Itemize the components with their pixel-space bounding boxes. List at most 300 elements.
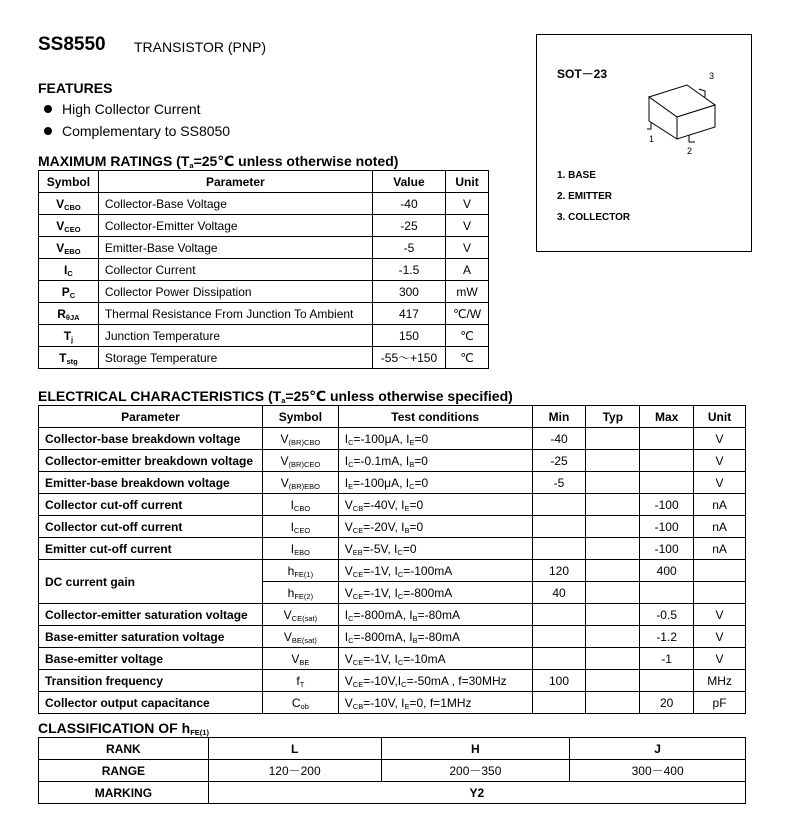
unit-cell: V <box>446 193 489 215</box>
parameter-cell: Collector-emitter breakdown voltage <box>39 450 263 472</box>
text: =0 <box>414 475 429 490</box>
typ-cell <box>586 516 640 538</box>
symbol-cell <box>262 450 338 472</box>
text: =-10V,I <box>363 673 402 688</box>
table-row <box>39 516 746 538</box>
text: I <box>344 431 349 446</box>
table-row <box>39 215 489 237</box>
column-header: Unit <box>694 406 746 428</box>
value-cell: -1.5 <box>372 259 445 281</box>
symbol-cell <box>262 494 338 516</box>
typ-cell <box>586 670 640 692</box>
text: V <box>283 607 292 622</box>
subscript: CE <box>352 525 364 535</box>
symbol-cell <box>39 325 99 347</box>
min-cell <box>532 516 586 538</box>
value-cell: -25 <box>372 215 445 237</box>
text: I <box>344 607 349 622</box>
unit-cell: A <box>446 259 489 281</box>
typ-cell <box>586 604 640 626</box>
table-row <box>39 347 489 369</box>
max-ratings-table <box>38 170 489 369</box>
range-cell: 300－400 <box>570 760 746 782</box>
value-cell: -40 <box>372 193 445 215</box>
parameter-cell: Base-emitter saturation voltage <box>39 626 263 648</box>
min-cell <box>532 494 586 516</box>
symbol-text: V <box>56 218 65 233</box>
rank-cell: L <box>208 738 381 760</box>
package-box <box>536 34 752 252</box>
column-header: Value <box>372 171 445 193</box>
text: =-1V, I <box>363 585 398 600</box>
unit-cell: nA <box>694 538 746 560</box>
condition-cell <box>338 670 532 692</box>
typ-cell <box>586 582 640 604</box>
unit-cell <box>694 582 746 604</box>
max-cell <box>640 670 694 692</box>
min-cell <box>532 692 586 714</box>
typ-cell <box>586 472 640 494</box>
symbol-subscript: CBO <box>64 202 81 212</box>
text: V <box>283 629 292 644</box>
value-cell: 417 <box>372 303 445 325</box>
unit-cell <box>694 560 746 582</box>
parameter-cell: Junction Temperature <box>98 325 372 347</box>
symbol-cell <box>39 259 99 281</box>
table-row <box>39 428 746 450</box>
classification-heading <box>38 720 209 736</box>
text: =0 <box>409 519 424 534</box>
text: =-80mA <box>417 629 460 644</box>
classification-table <box>38 737 746 804</box>
heading-sub: a <box>281 396 286 405</box>
subscript: CEO <box>293 525 311 535</box>
table-row <box>39 259 489 281</box>
parameter-cell: Collector-Emitter Voltage <box>98 215 372 237</box>
typ-cell <box>586 494 640 516</box>
range-cell: 120－200 <box>208 760 381 782</box>
symbol-subscript: EBO <box>64 246 81 256</box>
max-cell: -100 <box>640 494 694 516</box>
condition-cell <box>338 450 532 472</box>
max-cell: -100 <box>640 538 694 560</box>
subscript: (BR)CBO <box>288 437 321 447</box>
subscript: CB <box>352 701 364 711</box>
text: f <box>296 673 300 688</box>
text: =0 <box>414 431 429 446</box>
max-cell <box>640 472 694 494</box>
text: =-100μA, I <box>353 475 410 490</box>
text: V <box>344 541 353 556</box>
unit-cell: V <box>446 215 489 237</box>
subscript: C <box>409 481 415 491</box>
text: =0 <box>402 541 417 556</box>
min-cell: 120 <box>532 560 586 582</box>
parameter-cell: Transition frequency <box>39 670 263 692</box>
heading-text: MAXIMUM RATINGS (T <box>38 153 190 169</box>
min-cell <box>532 648 586 670</box>
feature-item <box>44 101 201 117</box>
unit-cell: V <box>694 450 746 472</box>
subscript: ob <box>300 701 309 711</box>
heading-text: =25℃ unless otherwise specified) <box>285 388 513 404</box>
subscript: EB <box>352 547 363 557</box>
column-header: Parameter <box>39 406 263 428</box>
symbol-text: V <box>56 196 65 211</box>
subscript: FE(1) <box>294 569 314 579</box>
subscript: C <box>397 569 404 579</box>
package-name: SOT－23 <box>557 67 608 81</box>
row-label: RANK <box>39 738 209 760</box>
pin-description: 2. EMITTER <box>557 191 613 202</box>
symbol-cell <box>262 516 338 538</box>
subscript: C <box>397 547 403 557</box>
parameter-cell: Collector Current <box>98 259 372 281</box>
parameter-cell: Base-emitter voltage <box>39 648 263 670</box>
unit-cell: pF <box>694 692 746 714</box>
max-cell: -1.2 <box>640 626 694 648</box>
symbol-cell <box>262 428 338 450</box>
subscript: CE <box>352 679 364 689</box>
unit-cell: ℃ <box>446 325 489 347</box>
pin-2-label: 2 <box>687 146 693 156</box>
value-cell: 300 <box>372 281 445 303</box>
heading-sub: a <box>189 161 194 170</box>
condition-cell <box>338 604 532 626</box>
symbol-cell <box>262 692 338 714</box>
unit-cell: nA <box>694 516 746 538</box>
min-cell: -25 <box>532 450 586 472</box>
symbol-text: R <box>57 306 66 321</box>
heading-text: CLASSIFICATION OF h <box>38 720 191 736</box>
subscript: CB <box>352 503 364 513</box>
text: V <box>280 475 289 490</box>
subscript: E <box>348 481 354 491</box>
unit-cell: V <box>694 472 746 494</box>
text: I <box>344 475 349 490</box>
parameter-cell: Collector-base breakdown voltage <box>39 428 263 450</box>
text: =-0.1mA, I <box>353 453 410 468</box>
table-row <box>39 738 746 760</box>
typ-cell <box>586 450 640 472</box>
unit-cell: MHz <box>694 670 746 692</box>
text: V <box>291 651 300 666</box>
subscript: EBO <box>294 547 310 557</box>
subscript: FE(2) <box>294 591 314 601</box>
condition-cell <box>338 538 532 560</box>
table-row <box>39 648 746 670</box>
subscript: B <box>412 635 418 645</box>
text: V <box>344 519 353 534</box>
text: =-800mA <box>403 585 453 600</box>
table-row <box>39 281 489 303</box>
symbol-cell <box>39 347 99 369</box>
text: V <box>280 453 289 468</box>
typ-cell <box>586 626 640 648</box>
condition-cell <box>338 494 532 516</box>
typ-cell <box>586 692 640 714</box>
symbol-cell <box>262 538 338 560</box>
subscript: C <box>348 437 354 447</box>
subscript: (BR)EBO <box>288 481 321 491</box>
symbol-text: P <box>61 284 70 299</box>
text: I <box>290 519 294 534</box>
subscript: CE <box>352 569 364 579</box>
min-cell <box>532 604 586 626</box>
symbol-cell <box>262 604 338 626</box>
subscript: CE(sat) <box>291 613 318 623</box>
column-header: Test conditions <box>338 406 532 428</box>
table-header-row <box>39 406 746 428</box>
subscript: E <box>404 503 410 513</box>
part-description: TRANSISTOR (PNP) <box>134 39 266 55</box>
table-row <box>39 237 489 259</box>
symbol-cell <box>39 303 99 325</box>
text: =0 <box>414 453 428 468</box>
range-cell: 200－350 <box>381 760 570 782</box>
text: =-10V, I <box>363 695 405 710</box>
rank-cell: J <box>570 738 746 760</box>
subscript: (BR)CEO <box>288 459 321 469</box>
column-header: Min <box>532 406 586 428</box>
subscript: C <box>397 657 404 667</box>
subscript: CBO <box>293 503 311 513</box>
sot23-package-icon <box>637 67 737 157</box>
text: I <box>344 453 349 468</box>
pin-1-label: 1 <box>649 134 655 144</box>
symbol-text: I <box>64 262 68 277</box>
text: h <box>287 585 295 600</box>
table-row <box>39 760 746 782</box>
symbol-subscript: j <box>71 334 74 344</box>
subscript: BE <box>299 657 310 667</box>
text: I <box>290 541 295 556</box>
electrical-characteristics-table <box>38 405 746 714</box>
symbol-subscript: CEO <box>64 224 81 234</box>
text: I <box>290 497 294 512</box>
max-ratings-heading <box>38 153 398 170</box>
text: =-800mA, I <box>353 629 413 644</box>
text: =-1V, I <box>363 563 398 578</box>
text: =0 <box>409 497 424 512</box>
symbol-text: T <box>63 328 72 343</box>
pin-description: 1. BASE <box>557 170 596 181</box>
symbol-subscript: θJA <box>65 312 80 322</box>
table-row <box>39 604 746 626</box>
unit-cell: ℃ <box>446 347 489 369</box>
max-cell <box>640 450 694 472</box>
max-cell: -0.5 <box>640 604 694 626</box>
parameter-cell: Collector cut-off current <box>39 516 263 538</box>
text: =-40V, I <box>363 497 405 512</box>
text: I <box>344 629 349 644</box>
unit-cell: V <box>694 648 746 670</box>
condition-cell <box>338 560 532 582</box>
max-cell: -100 <box>640 516 694 538</box>
part-number: SS8550 <box>38 34 106 55</box>
symbol-cell <box>262 472 338 494</box>
unit-cell: nA <box>694 494 746 516</box>
unit-cell: V <box>446 237 489 259</box>
table-row <box>39 538 746 560</box>
text: V <box>280 431 289 446</box>
table-row <box>39 494 746 516</box>
table-row <box>39 303 489 325</box>
text: V <box>344 563 353 578</box>
unit-cell: V <box>694 626 746 648</box>
symbol-cell <box>39 281 99 303</box>
symbol-subscript: stg <box>66 356 78 366</box>
min-cell: 40 <box>532 582 586 604</box>
row-label: MARKING <box>39 782 209 804</box>
condition-cell <box>338 516 532 538</box>
text: V <box>344 673 353 688</box>
symbol-text: T <box>59 350 67 365</box>
bullet-icon <box>44 105 52 113</box>
condition-cell <box>338 582 532 604</box>
text: =-5V, I <box>362 541 398 556</box>
electrical-heading <box>38 388 513 405</box>
column-header: Unit <box>446 171 489 193</box>
max-cell: -1 <box>640 648 694 670</box>
table-row <box>39 450 746 472</box>
subscript: CE <box>352 657 364 667</box>
subscript: C <box>348 459 354 469</box>
heading-text: =25℃ unless otherwise noted) <box>193 153 399 169</box>
parameter-cell: Thermal Resistance From Junction To Ambient <box>98 303 372 325</box>
text: V <box>344 497 353 512</box>
typ-cell <box>586 560 640 582</box>
table-row <box>39 325 489 347</box>
max-cell <box>640 582 694 604</box>
column-header: Max <box>640 406 694 428</box>
parameter-cell: Collector-Base Voltage <box>98 193 372 215</box>
text: =-10mA <box>403 651 446 666</box>
rank-cell: H <box>381 738 570 760</box>
symbol-cell <box>262 560 338 582</box>
subscript: C <box>401 679 407 689</box>
text: =-1V, I <box>363 651 398 666</box>
symbol-subscript: C <box>67 268 73 278</box>
table-row <box>39 670 746 692</box>
value-cell: -55～+150 <box>372 347 445 369</box>
parameter-cell: Emitter cut-off current <box>39 538 263 560</box>
heading-text: ELECTRICAL CHARACTERISTICS (T <box>38 388 282 404</box>
min-cell <box>532 626 586 648</box>
text: =0, f=1MHz <box>409 695 472 710</box>
condition-cell <box>338 472 532 494</box>
subscript: CE <box>352 591 364 601</box>
unit-cell: V <box>694 428 746 450</box>
condition-cell <box>338 648 532 670</box>
bullet-icon <box>44 127 52 135</box>
text: h <box>287 563 295 578</box>
subscript: C <box>348 635 354 645</box>
row-label: RANGE <box>39 760 209 782</box>
pin-3-label: 3 <box>709 71 715 81</box>
table-row <box>39 626 746 648</box>
subscript: C <box>397 591 404 601</box>
column-header: Symbol <box>39 171 99 193</box>
table-row <box>39 782 746 804</box>
value-cell: -5 <box>372 237 445 259</box>
symbol-cell <box>262 626 338 648</box>
text: C <box>291 695 301 710</box>
parameter-cell: Collector-emitter saturation voltage <box>39 604 263 626</box>
max-cell: 400 <box>640 560 694 582</box>
condition-cell <box>338 428 532 450</box>
min-cell: 100 <box>532 670 586 692</box>
value-cell: 150 <box>372 325 445 347</box>
column-header: Typ <box>586 406 640 428</box>
symbol-text: V <box>56 240 65 255</box>
text: V <box>344 695 353 710</box>
condition-cell <box>338 692 532 714</box>
column-header: Parameter <box>98 171 372 193</box>
feature-item <box>44 123 230 139</box>
typ-cell <box>586 428 640 450</box>
parameter-cell: Collector Power Dissipation <box>98 281 372 303</box>
heading-sub: FE(1) <box>190 728 209 737</box>
subscript: T <box>299 679 305 689</box>
text: =-800mA, I <box>353 607 413 622</box>
text: V <box>344 651 353 666</box>
parameter-cell: DC current gain <box>39 560 263 604</box>
symbol-cell <box>39 237 99 259</box>
table-header-row <box>39 171 489 193</box>
symbol-cell <box>262 582 338 604</box>
max-cell <box>640 428 694 450</box>
condition-cell <box>338 626 532 648</box>
text: =-100mA <box>403 563 453 578</box>
parameter-cell: Collector cut-off current <box>39 494 263 516</box>
unit-cell: mW <box>446 281 489 303</box>
subscript: B <box>409 459 415 469</box>
pin-description: 3. COLLECTOR <box>557 212 631 223</box>
unit-cell: V <box>694 604 746 626</box>
feature-text: Complementary to SS8050 <box>62 123 231 139</box>
typ-cell <box>586 648 640 670</box>
parameter-cell: Storage Temperature <box>98 347 372 369</box>
parameter-cell: Collector output capacitance <box>39 692 263 714</box>
feature-text: High Collector Current <box>62 101 201 117</box>
subscript: E <box>404 701 410 711</box>
table-row <box>39 692 746 714</box>
subscript: BE(sat) <box>291 635 317 645</box>
symbol-subscript: C <box>69 290 76 300</box>
subscript: B <box>404 525 410 535</box>
column-header: Symbol <box>262 406 338 428</box>
marking-cell: Y2 <box>208 782 745 804</box>
unit-cell: ℃/W <box>446 303 489 325</box>
features-heading: FEATURES <box>38 80 113 96</box>
text: =-80mA <box>417 607 460 622</box>
table-row <box>39 193 489 215</box>
table-row <box>39 560 746 582</box>
min-cell: -5 <box>532 472 586 494</box>
symbol-cell <box>262 670 338 692</box>
typ-cell <box>586 538 640 560</box>
min-cell: -40 <box>532 428 586 450</box>
parameter-cell: Emitter-base breakdown voltage <box>39 472 263 494</box>
parameter-cell: Emitter-Base Voltage <box>98 237 372 259</box>
text: =-50mA , f=30MHz <box>406 673 507 688</box>
subscript: E <box>409 437 415 447</box>
table-row <box>39 472 746 494</box>
subscript: B <box>412 613 418 623</box>
text: =-20V, I <box>363 519 405 534</box>
text: V <box>344 585 353 600</box>
